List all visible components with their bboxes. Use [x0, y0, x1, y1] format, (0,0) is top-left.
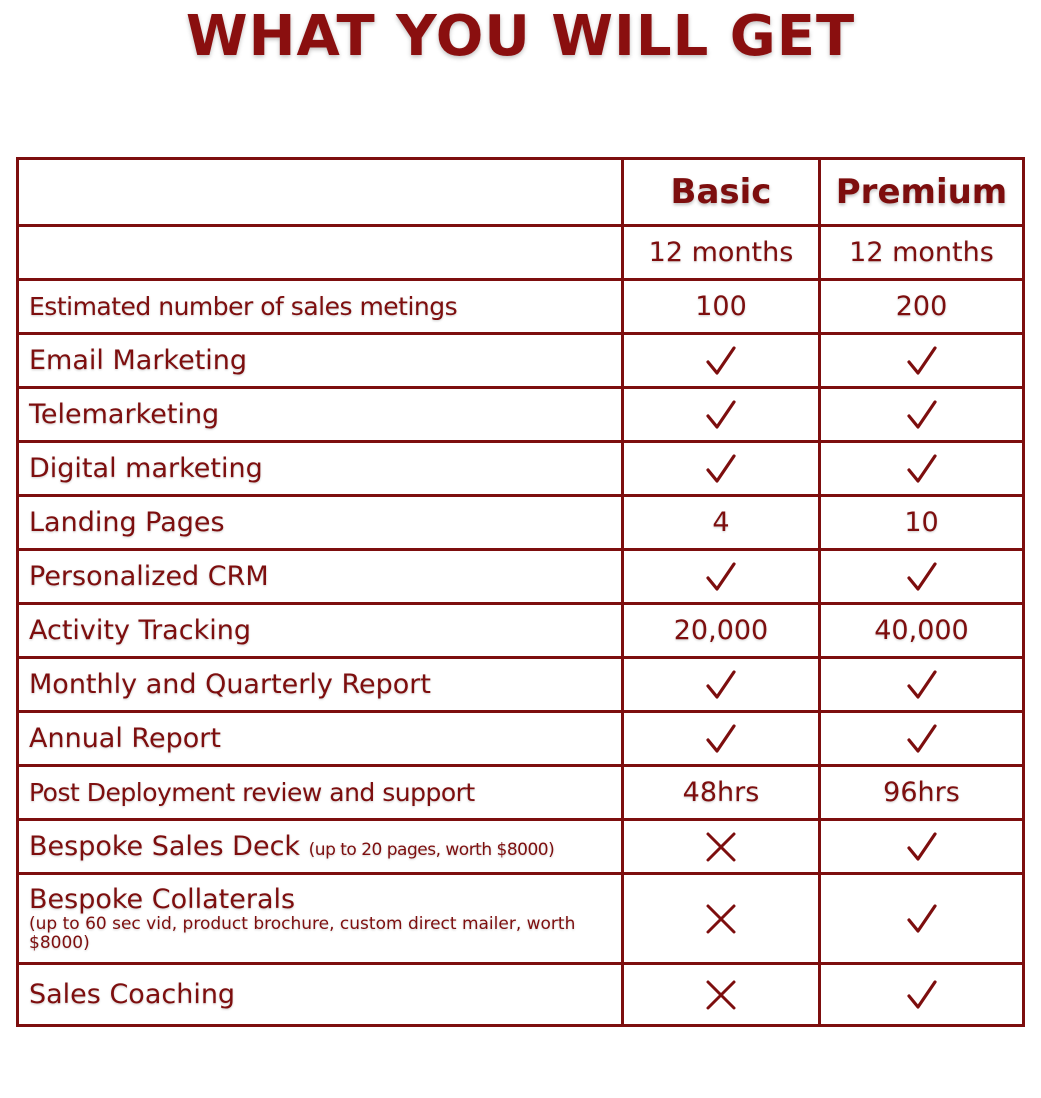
table-row — [18, 712, 1024, 766]
feature-label-text: Bespoke Collaterals — [29, 884, 296, 915]
check-icon — [904, 559, 940, 595]
feature-label — [18, 874, 623, 964]
premium-value — [820, 964, 1024, 1026]
premium-value — [820, 442, 1024, 496]
check-icon — [703, 667, 739, 703]
basic-value: 100 — [623, 280, 820, 334]
check-icon — [904, 721, 940, 757]
plan-name-basic: Basic — [623, 159, 820, 226]
page-title: WHAT YOU WILL GET — [185, 4, 856, 69]
feature-label: Annual Report — [18, 712, 623, 766]
duration-premium: 12 months — [820, 226, 1024, 280]
cross-icon — [704, 902, 738, 936]
check-icon — [904, 397, 940, 433]
table-row — [18, 874, 1024, 964]
feature-label: Activity Tracking — [18, 604, 623, 658]
premium-value — [820, 334, 1024, 388]
check-icon — [703, 559, 739, 595]
basic-value — [623, 964, 820, 1026]
basic-value — [623, 334, 820, 388]
basic-value — [623, 550, 820, 604]
premium-value: 10 — [820, 496, 1024, 550]
premium-value — [820, 658, 1024, 712]
table-row — [18, 658, 1024, 712]
feature-label: Monthly and Quarterly Report — [18, 658, 623, 712]
premium-value: 96hrs — [820, 766, 1024, 820]
basic-value: 4 — [623, 496, 820, 550]
check-icon — [904, 451, 940, 487]
feature-label: Estimated number of sales metings — [18, 280, 623, 334]
premium-value — [820, 550, 1024, 604]
check-icon — [703, 451, 739, 487]
feature-label: Email Marketing — [18, 334, 623, 388]
table-row — [18, 388, 1024, 442]
plan-header-row — [18, 159, 1024, 226]
check-icon — [904, 829, 940, 865]
check-icon — [904, 667, 940, 703]
feature-label-text: Bespoke Sales Deck — [29, 831, 301, 862]
table-row — [18, 550, 1024, 604]
feature-label — [18, 820, 623, 874]
basic-value — [623, 442, 820, 496]
check-icon — [904, 977, 940, 1013]
table-row — [18, 820, 1024, 874]
check-icon — [703, 343, 739, 379]
feature-label: Sales Coaching — [18, 964, 623, 1026]
feature-note: (up to 20 pages, worth $8000) — [308, 840, 555, 860]
check-icon — [703, 721, 739, 757]
table-row — [18, 442, 1024, 496]
basic-value — [623, 820, 820, 874]
premium-value — [820, 874, 1024, 964]
pricing-comparison-table — [16, 157, 1025, 1027]
check-icon — [904, 343, 940, 379]
feature-label: Telemarketing — [18, 388, 623, 442]
table-row — [18, 766, 1024, 820]
feature-label: Landing Pages — [18, 496, 623, 550]
basic-value — [623, 874, 820, 964]
premium-value: 200 — [820, 280, 1024, 334]
plan-name-premium: Premium — [820, 159, 1024, 226]
basic-value: 48hrs — [623, 766, 820, 820]
feature-label: Personalized CRM — [18, 550, 623, 604]
basic-value — [623, 712, 820, 766]
empty-header-cell — [18, 159, 623, 226]
premium-value — [820, 388, 1024, 442]
table-row — [18, 964, 1024, 1026]
table-row — [18, 496, 1024, 550]
feature-label: Post Deployment review and support — [18, 766, 623, 820]
duration-basic: 12 months — [623, 226, 820, 280]
basic-value: 20,000 — [623, 604, 820, 658]
table-row — [18, 334, 1024, 388]
premium-value — [820, 820, 1024, 874]
premium-value: 40,000 — [820, 604, 1024, 658]
empty-duration-label-cell — [18, 226, 623, 280]
duration-row — [18, 226, 1024, 280]
basic-value — [623, 388, 820, 442]
table-row — [18, 280, 1024, 334]
premium-value — [820, 712, 1024, 766]
cross-icon — [704, 978, 738, 1012]
feature-label: Digital marketing — [18, 442, 623, 496]
feature-note: (up to 60 sec vid, product brochure, custom direct mailer, worth $8000) — [29, 914, 576, 953]
check-icon — [703, 397, 739, 433]
cross-icon — [704, 830, 738, 864]
table-row — [18, 604, 1024, 658]
basic-value — [623, 658, 820, 712]
check-icon — [904, 901, 940, 937]
